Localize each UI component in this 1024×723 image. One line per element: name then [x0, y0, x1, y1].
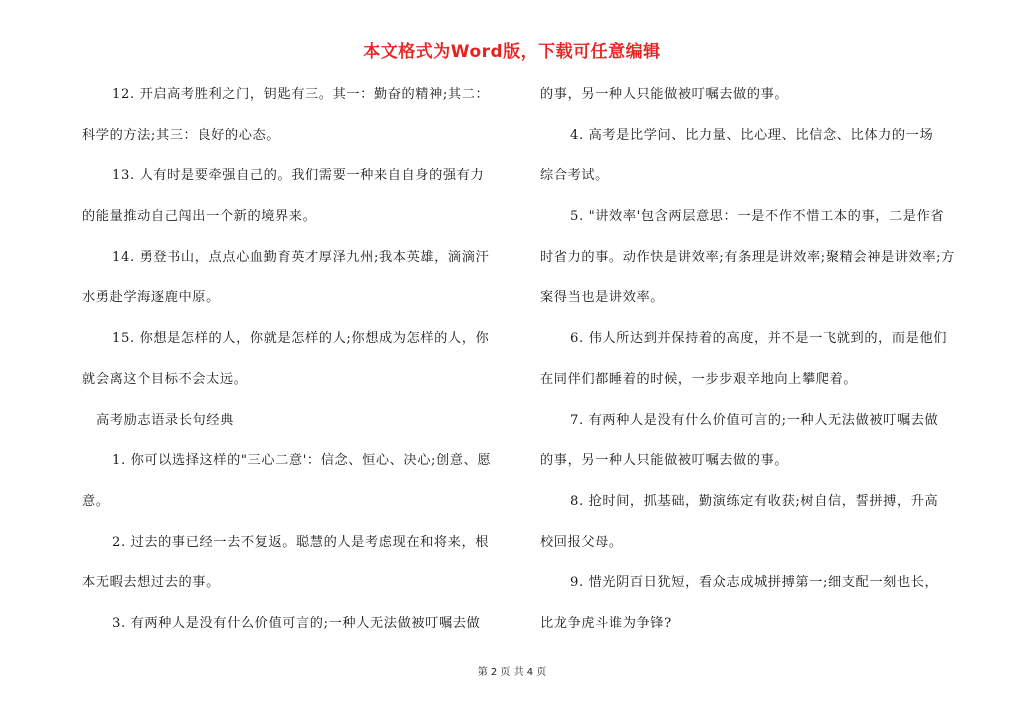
text-line: 综合考试。: [540, 168, 609, 184]
text-line: 3. 有两种人是没有什么价值可言的;一种人无法做被叮嘱去做: [112, 615, 481, 631]
page-number: 第 2 页 共 4 页: [477, 667, 547, 678]
text-line: 14. 勇登书山，点点心血勤育英才厚泽九州;我本英雄，滴滴汗: [112, 249, 490, 265]
text-line: 时省力的事。动作快是讲效率;有条理是讲效率;聚精会神是讲效率;方: [540, 249, 955, 265]
text-line: 在同伴们都睡着的时候，一步步艰辛地向上攀爬着。: [540, 371, 858, 387]
word-format-banner: 本文格式为Word版，下载可任意编辑: [363, 42, 661, 62]
text-line: 校回报父母。: [540, 534, 623, 550]
text-line: 5. "讲效率'包含两层意思：一是不作不惜工本的事，二是作省: [570, 209, 945, 225]
right-text-column: [540, 84, 955, 654]
section-heading: 高考励志语录长句经典: [96, 412, 234, 428]
text-line: 案得当也是讲效率。: [540, 290, 665, 306]
text-line: 15. 你想是怎样的人，你就是怎样的人;你想成为怎样的人，你: [112, 331, 490, 347]
text-line: 6. 伟人所达到并保持着的高度，并不是一飞就到的，而是他们: [570, 331, 948, 347]
text-line: 9. 惜光阴百日犹短，看众志成城拼搏第一;细支配一刻也长，: [570, 575, 939, 591]
text-line: 的事，另一种人只能做被叮嘱去做的事。: [540, 87, 789, 102]
text-line: 就会离这个目标不会太远。: [82, 371, 248, 387]
text-line: 1. 你可以选择这样的"三心二意'：信念、恒心、决心;创意、愿: [112, 453, 492, 469]
text-line: 科学的方法;其三：良好的心态。: [82, 127, 281, 143]
text-line: 的事，另一种人只能做被叮嘱去做的事。: [540, 453, 789, 469]
text-line: 意。: [82, 493, 110, 509]
text-line: 4. 高考是比学问、比力量、比心理、比信念、比体力的一场: [570, 127, 934, 143]
text-line: 水勇赴学海逐鹿中原。: [82, 290, 220, 306]
text-line: 13. 人有时是要牵强自己的。我们需要一种来自自身的强有力: [112, 168, 485, 184]
text-line: 比龙争虎斗谁为争锋?: [540, 615, 672, 631]
left-text-column: [82, 84, 494, 654]
text-line: 2. 过去的事已经一去不复返。聪慧的人是考虑现在和将来，根: [112, 534, 490, 550]
text-line: 8. 抢时间，抓基础，勤演练定有收获;树自信，誓拼搏，升高: [570, 493, 939, 509]
text-line: 的能量推动自己闯出一个新的境界来。: [82, 209, 317, 225]
text-line: 12. 开启高考胜利之门，钥匙有三。其一：勤奋的精神;其二：: [112, 87, 490, 102]
text-line: 7. 有两种人是没有什么价值可言的;一种人无法做被叮嘱去做: [570, 412, 939, 428]
text-line: 本无暇去想过去的事。: [82, 575, 220, 591]
